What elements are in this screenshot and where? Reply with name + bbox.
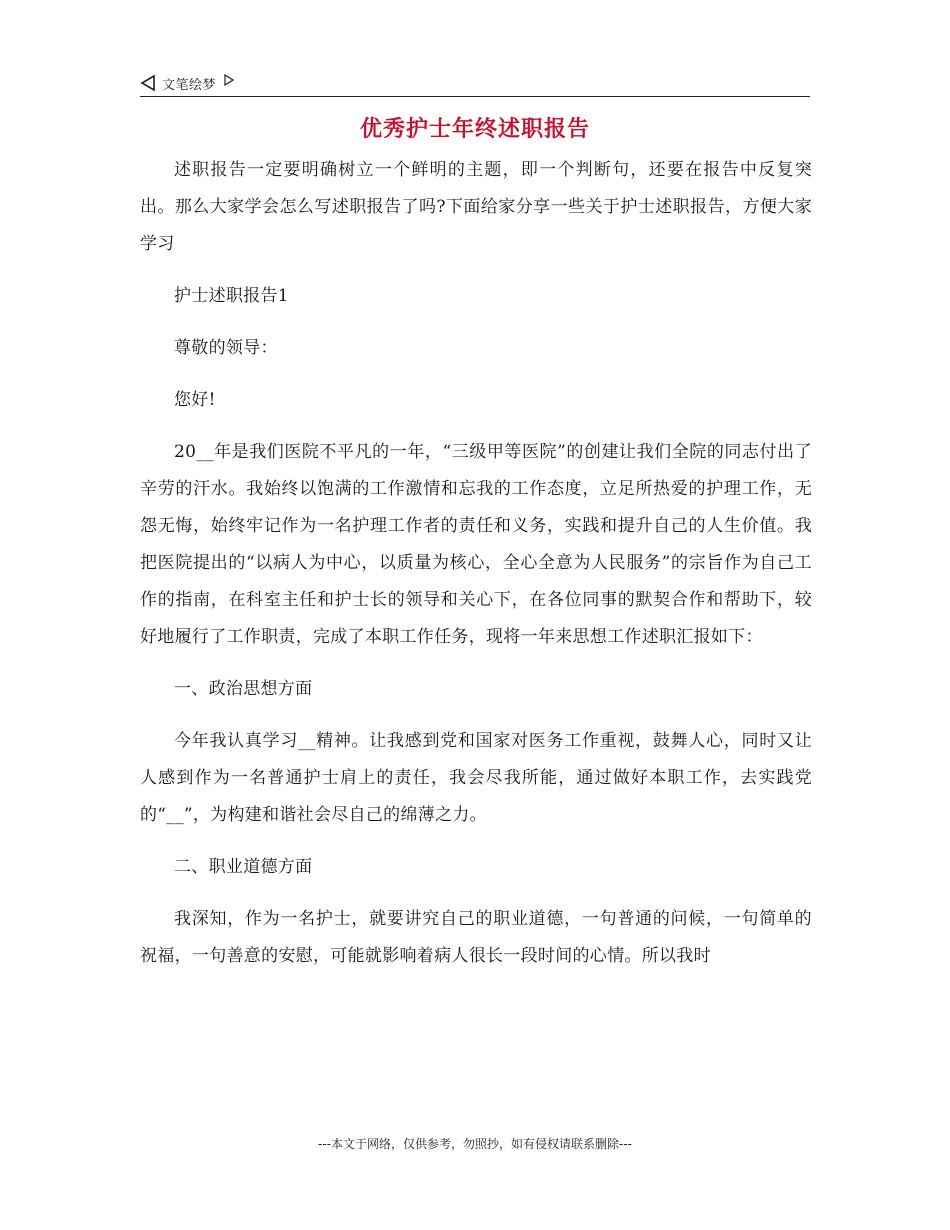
brand-name: 文笔绘梦 xyxy=(162,77,217,93)
section-heading-politics: 一、政治思想方面 xyxy=(174,679,313,699)
page-footer: ---本文于网络，仅供参考，勿照抄，如有侵权请联系删除--- xyxy=(318,1137,632,1151)
section-heading-ethics: 二、职业道德方面 xyxy=(174,857,313,877)
greeting: 您好! xyxy=(174,390,216,410)
salutation: 尊敬的领导： xyxy=(174,338,278,358)
body-paragraph: 今年我认真学习__精神。让我感到党和国家对医务工作重视，鼓舞人心，同时又让人感到作为一名普通护士肩上的责任，我会尽我所能，通过做好本职工作，去实践党的“__”，为构建和谐社会尽自己的绵薄之力。 xyxy=(140,731,812,825)
body-paragraph: 20__年是我们医院不平凡的一年，“三级甲等医院”的创建让我们全院的同志付出了辛劳的汗水。我始终以饱满的工作激情和忘我的工作态度，立足所热爱的护理工作，无怨无悔，始终牢记作为一名护理工作者的责任和义务，实践和提升自己的人生价值。我把医院提出的“以病人为中心，以质量为核心，全心全意为人民服务”的宗旨作为自己工作的指南，在科室主任和护士长的领导和关心下，在各位同事的默契合作和帮助下，较好地履行了工作职责，完成了本职工作任务，现将一年来思想工作述职汇报如下： xyxy=(140,442,812,647)
intro-paragraph: 述职报告一定要明确树立一个鲜明的主题，即一个判断句，还要在报告中反复突出。那么大家学会怎么写述职报告了吗?下面给家分享一些关于护士述职报告，方便大家学习 xyxy=(140,160,812,254)
body-paragraph: 我深知，作为一名护士，就要讲究自己的职业道德，一句普通的问候，一句简单的祝福，一句善意的安慰，可能就影响着病人很长一段时间的心情。所以我时 xyxy=(140,909,812,966)
section-label: 护士述职报告1 xyxy=(174,286,289,306)
triangle-left-outline-icon xyxy=(140,74,156,92)
document-title: 优秀护士年终述职报告 xyxy=(359,117,590,142)
document-body xyxy=(140,152,812,990)
page-header xyxy=(140,70,810,97)
triangle-right-outline-icon xyxy=(224,74,234,86)
